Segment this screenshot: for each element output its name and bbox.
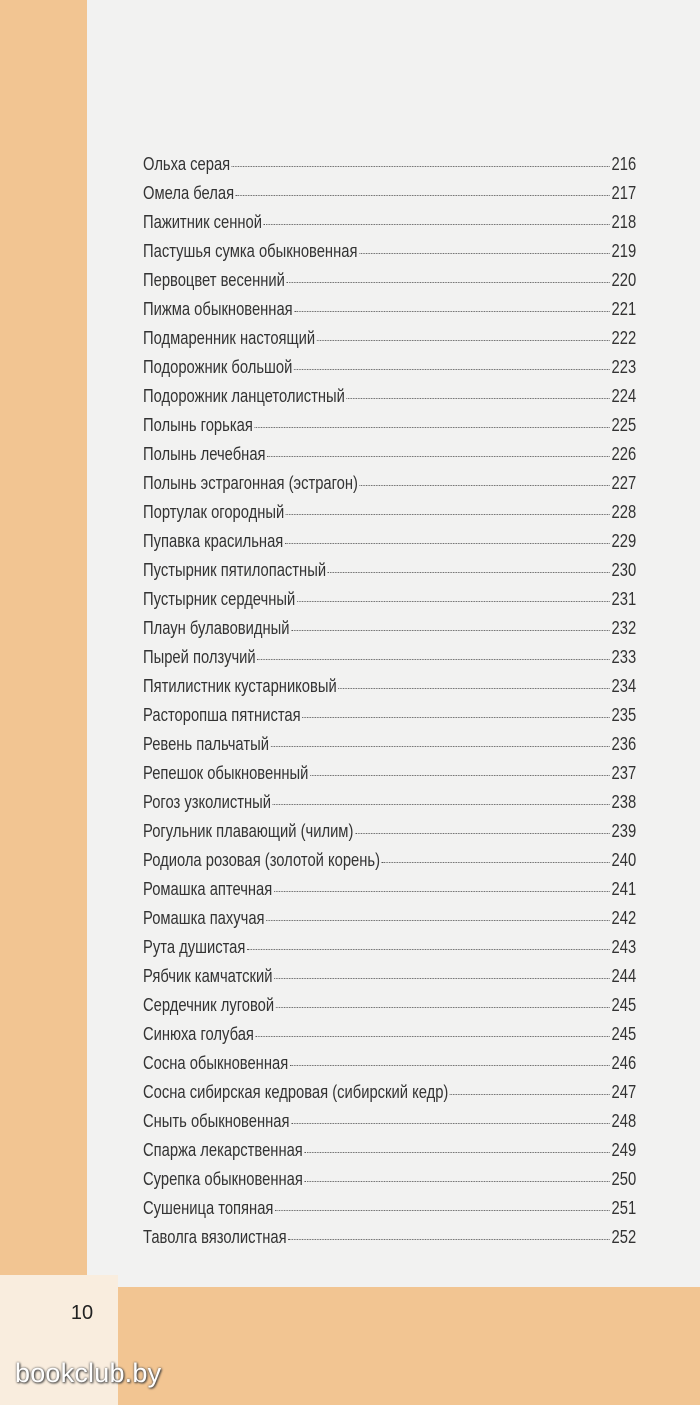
toc-entry-title: Полынь эстрагонная (эстрагон) — [143, 473, 358, 493]
dot-leader — [247, 949, 610, 950]
toc-entry-title: Синюха голубая — [143, 1024, 254, 1044]
toc-entry-page: 223 — [611, 357, 637, 377]
toc-entry-page: 229 — [611, 531, 637, 551]
toc-entry-page: 222 — [611, 328, 637, 348]
toc-entry-page: 252 — [611, 1227, 637, 1247]
toc-entry-page: 247 — [611, 1082, 637, 1102]
dot-leader — [355, 833, 610, 834]
toc-entry[interactable] — [143, 763, 636, 792]
toc-entry-title: Ромашка пахучая — [143, 908, 265, 928]
toc-entry-title: Подмаренник настоящий — [143, 328, 316, 348]
toc-entry[interactable] — [143, 879, 636, 908]
toc-entry[interactable] — [143, 212, 636, 241]
dot-leader — [273, 804, 610, 805]
dot-leader — [264, 224, 610, 225]
toc-entry-page: 244 — [611, 966, 637, 986]
dot-leader — [328, 572, 610, 573]
toc-entry-title: Рогоз узколистный — [143, 792, 272, 812]
toc-entry-page: 216 — [611, 154, 637, 174]
toc-entry-page: 231 — [611, 589, 637, 609]
dot-leader — [256, 1036, 610, 1037]
dot-leader — [297, 601, 610, 602]
dot-leader — [294, 311, 610, 312]
toc-entry-title: Подорожник большой — [143, 357, 293, 377]
dot-leader — [360, 485, 610, 486]
toc-entry[interactable] — [143, 908, 636, 937]
dot-leader — [291, 1123, 610, 1124]
toc-entry[interactable] — [143, 415, 636, 444]
toc-entry[interactable] — [143, 676, 636, 705]
dot-leader — [285, 543, 610, 544]
toc-entry[interactable] — [143, 705, 636, 734]
toc-entry-title: Полынь лечебная — [143, 444, 266, 464]
toc-entry-title: Первоцвет весенний — [143, 270, 285, 290]
dot-leader — [317, 340, 610, 341]
toc-entry[interactable] — [143, 1227, 636, 1256]
toc-entry[interactable] — [143, 328, 636, 357]
toc-entry-page: 250 — [611, 1169, 637, 1189]
toc-entry-page: 238 — [611, 792, 637, 812]
toc-entry[interactable] — [143, 241, 636, 270]
toc-entry-page: 221 — [611, 299, 637, 319]
toc-entry-title: Полынь горькая — [143, 415, 253, 435]
dot-leader — [271, 746, 610, 747]
toc-entry-title: Репешок обыкновенный — [143, 763, 309, 783]
toc-entry-title: Сосна сибирская кедровая (сибирский кедр) — [143, 1082, 449, 1102]
toc-entry-title: Пустырник сердечный — [143, 589, 296, 609]
toc-entry-title: Пастушья сумка обыкновенная — [143, 241, 358, 261]
toc-entry[interactable] — [143, 473, 636, 502]
toc-entry[interactable] — [143, 589, 636, 618]
dot-leader — [382, 862, 610, 863]
toc-entry-title: Пупавка красильная — [143, 531, 284, 551]
dot-leader — [274, 978, 610, 979]
toc-entry-page: 232 — [611, 618, 637, 638]
toc-entry-title: Рогульник плавающий (чилим) — [143, 821, 354, 841]
toc-entry-title: Сушеница топяная — [143, 1198, 274, 1218]
toc-entry[interactable] — [143, 1053, 636, 1082]
toc-entry-page: 225 — [611, 415, 637, 435]
toc-entry[interactable] — [143, 1111, 636, 1140]
toc-entry[interactable] — [143, 531, 636, 560]
toc-entry-page: 230 — [611, 560, 637, 580]
dot-leader — [305, 1181, 610, 1182]
toc-entry[interactable] — [143, 1198, 636, 1227]
toc-entry[interactable] — [143, 1140, 636, 1169]
toc-entry-title: Расторопша пятнистая — [143, 705, 301, 725]
toc-entry[interactable] — [143, 995, 636, 1024]
table-of-contents — [143, 154, 636, 1256]
toc-entry[interactable] — [143, 444, 636, 473]
toc-entry-title: Подорожник ланцетолистный — [143, 386, 345, 406]
dot-leader — [310, 775, 610, 776]
toc-entry-title: Родиола розовая (золотой корень) — [143, 850, 381, 870]
toc-entry[interactable] — [143, 154, 636, 183]
toc-entry-title: Рябчик камчатский — [143, 966, 273, 986]
left-accent-band — [0, 0, 87, 1405]
toc-entry-title: Рута душистая — [143, 937, 246, 957]
dot-leader — [276, 1007, 610, 1008]
toc-entry[interactable] — [143, 792, 636, 821]
dot-leader — [275, 1210, 610, 1211]
dot-leader — [287, 282, 610, 283]
toc-entry[interactable] — [143, 386, 636, 415]
dot-leader — [288, 1239, 610, 1240]
toc-entry[interactable] — [143, 502, 636, 531]
toc-entry-page: 218 — [611, 212, 637, 232]
dot-leader — [302, 717, 610, 718]
toc-entry[interactable] — [143, 821, 636, 850]
toc-entry-title: Сосна обыкновенная — [143, 1053, 289, 1073]
toc-entry[interactable] — [143, 357, 636, 386]
toc-entry-page: 235 — [611, 705, 637, 725]
toc-entry-page: 243 — [611, 937, 637, 957]
toc-entry-title: Пырей ползучий — [143, 647, 256, 667]
toc-entry-title: Сердечник луговой — [143, 995, 275, 1015]
toc-entry[interactable] — [143, 618, 636, 647]
toc-entry-page: 242 — [611, 908, 637, 928]
toc-entry-page: 249 — [611, 1140, 637, 1160]
toc-entry[interactable] — [143, 647, 636, 676]
toc-entry-title: Спаржа лекарственная — [143, 1140, 303, 1160]
toc-entry-page: 220 — [611, 270, 637, 290]
toc-entry-page: 245 — [611, 995, 637, 1015]
toc-entry-title: Сурепка обыкновенная — [143, 1169, 303, 1189]
dot-leader — [291, 630, 610, 631]
toc-entry-page: 251 — [611, 1198, 637, 1218]
toc-entry[interactable] — [143, 1082, 636, 1111]
toc-entry-title: Портулак огородный — [143, 502, 285, 522]
toc-entry-page: 219 — [611, 241, 637, 261]
bottom-accent-band — [87, 1287, 700, 1405]
dot-leader — [274, 891, 610, 892]
toc-entry-title: Таволга вязолистная — [143, 1227, 287, 1247]
toc-entry[interactable] — [143, 1024, 636, 1053]
toc-entry-title: Ревень пальчатый — [143, 734, 269, 754]
toc-entry-page: 234 — [611, 676, 637, 696]
toc-entry-page: 228 — [611, 502, 637, 522]
dot-leader — [338, 688, 610, 689]
toc-entry[interactable] — [143, 299, 636, 328]
toc-entry[interactable] — [143, 1169, 636, 1198]
dot-leader — [347, 398, 610, 399]
dot-leader — [450, 1094, 610, 1095]
toc-entry-page: 233 — [611, 647, 637, 667]
toc-entry-page: 236 — [611, 734, 637, 754]
dot-leader — [267, 456, 610, 457]
toc-entry-title: Пустырник пятилопастный — [143, 560, 327, 580]
watermark: bookclub.by — [15, 1358, 162, 1388]
dot-leader — [290, 1065, 610, 1066]
toc-entry-title: Пятилистник кустарниковый — [143, 676, 337, 696]
toc-entry[interactable] — [143, 560, 636, 589]
toc-entry-title: Ольха серая — [143, 154, 231, 174]
toc-entry[interactable] — [143, 734, 636, 763]
dot-leader — [236, 195, 610, 196]
toc-entry[interactable] — [143, 937, 636, 966]
toc-entry[interactable] — [143, 183, 636, 212]
toc-entry-page: 240 — [611, 850, 637, 870]
toc-entry-page: 246 — [611, 1053, 637, 1073]
toc-entry-title: Плаун булавовидный — [143, 618, 290, 638]
toc-entry-title: Ромашка аптечная — [143, 879, 273, 899]
toc-entry-title: Омела белая — [143, 183, 235, 203]
toc-entry-page: 248 — [611, 1111, 637, 1131]
toc-entry-page: 217 — [611, 183, 637, 203]
toc-entry[interactable] — [143, 270, 636, 299]
dot-leader — [266, 920, 610, 921]
toc-entry-page: 245 — [611, 1024, 637, 1044]
dot-leader — [257, 659, 610, 660]
dot-leader — [232, 166, 610, 167]
toc-entry-page: 241 — [611, 879, 637, 899]
toc-entry[interactable] — [143, 850, 636, 879]
toc-entry-title: Пажитник сенной — [143, 212, 263, 232]
toc-entry-page: 224 — [611, 386, 637, 406]
toc-entry-title: Сныть обыкновенная — [143, 1111, 290, 1131]
page-number: 10 — [70, 1302, 94, 1324]
dot-leader — [294, 369, 610, 370]
toc-entry-page: 226 — [611, 444, 637, 464]
dot-leader — [304, 1152, 609, 1153]
dot-leader — [286, 514, 610, 515]
toc-entry-title: Пижма обыкновенная — [143, 299, 293, 319]
dot-leader — [359, 253, 610, 254]
toc-entry-page: 227 — [611, 473, 637, 493]
toc-entry[interactable] — [143, 966, 636, 995]
dot-leader — [254, 427, 609, 428]
toc-entry-page: 237 — [611, 763, 637, 783]
toc-entry-page: 239 — [611, 821, 637, 841]
